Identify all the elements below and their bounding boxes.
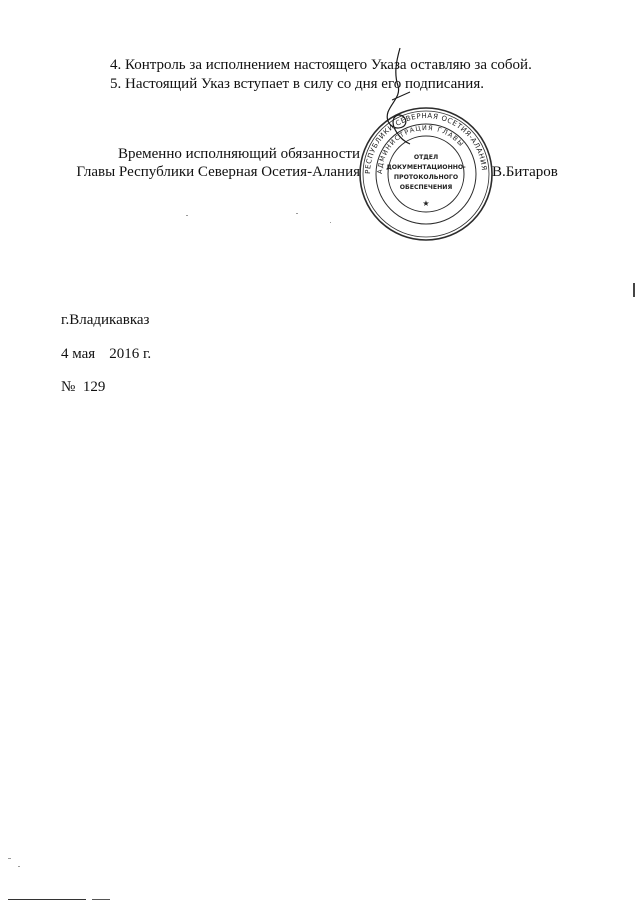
footer-rule-short	[92, 899, 110, 900]
issuance-date-day-month: 4 мая	[61, 346, 96, 362]
stamp-star-icon: ★	[422, 199, 430, 208]
signatory-position	[60, 145, 360, 181]
handwritten-signature	[370, 40, 430, 160]
footer-rule	[8, 899, 86, 900]
scan-edge-mark	[633, 283, 635, 297]
scan-speck	[296, 213, 298, 214]
issuance-date	[61, 345, 151, 363]
issuance-number	[61, 378, 105, 396]
signatory-name: В.Битаров	[492, 164, 558, 180]
paragraph-4: 4. Контроль за исполнением настоящего Указа оставляю за собой.	[110, 57, 532, 73]
paragraph-5: 5. Настоящий Указ вступает в силу со дня его подписания.	[110, 76, 484, 92]
issuance-number-sign: №	[61, 379, 76, 395]
stamp-center-line1: ОТДЕЛ	[413, 154, 439, 161]
scan-speck	[18, 866, 20, 867]
scan-speck	[186, 215, 188, 216]
issuance-number-value: 129	[82, 379, 106, 395]
scan-speck	[8, 858, 11, 859]
issuance-date-year: 2016 г.	[109, 346, 152, 362]
stamp-center-line3: ПРОТОКОЛЬНОГО	[393, 174, 459, 181]
stamp-outer-ring-text: РЕСПУБЛИКИ СЕВЕРНАЯ ОСЕТИЯ-АЛАНИЯ	[363, 111, 488, 175]
scan-speck	[330, 222, 331, 223]
signatory-position-line2: Главы Республики Северная Осетия-Алания	[76, 164, 360, 180]
stamp-inner-ring-text: АДМИНИСТРАЦИЯ ГЛАВЫ	[375, 123, 466, 175]
stamp-center-line2: ДОКУМЕНТАЦИОННО-	[386, 164, 466, 171]
issuance-place: г.Владикавказ	[61, 312, 150, 328]
signatory-position-line1: Временно исполняющий обязанности	[117, 146, 360, 162]
stamp-center-line4: ОБЕСПЕЧЕНИЯ	[399, 184, 453, 191]
